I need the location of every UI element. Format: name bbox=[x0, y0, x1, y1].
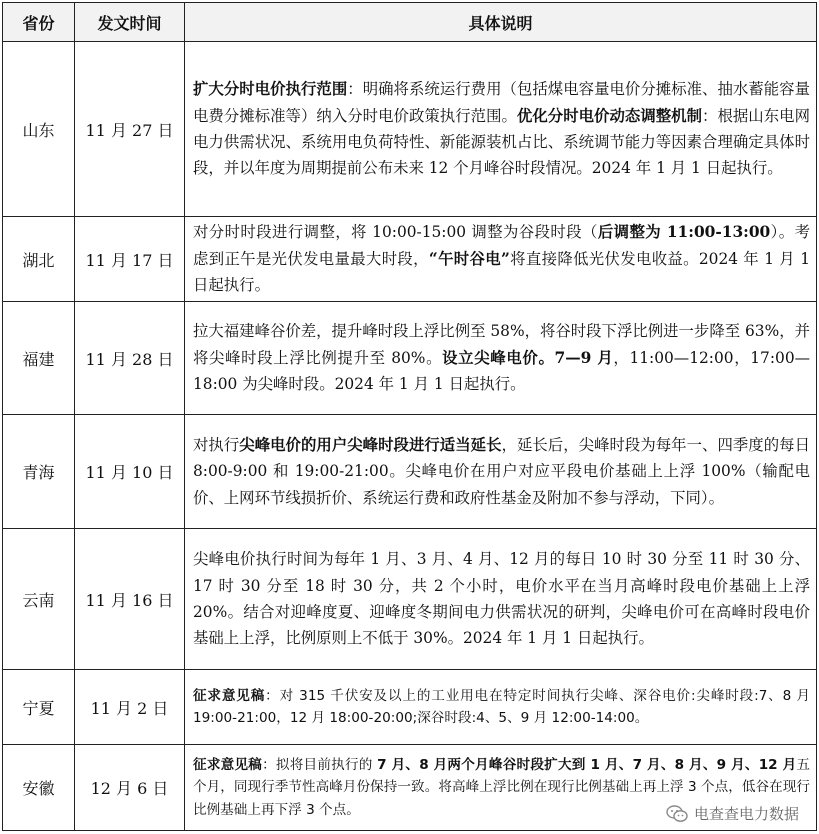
detail-bold-text: 尖峰电价的用户尖峰时段进行适当延长 bbox=[239, 435, 502, 454]
detail-cell bbox=[185, 529, 817, 670]
table-row bbox=[3, 302, 817, 415]
detail-cell bbox=[185, 415, 817, 529]
table-row bbox=[3, 415, 817, 529]
detail-text: ：明确将系统运行费用（包括煤电容量电价分摊标准、抽水蓄能容量电费分摊标准等）纳入分时电价政策执行范围。 bbox=[193, 80, 810, 125]
header-detail: 具体说明 bbox=[185, 3, 817, 42]
detail-bold-text: 优化分时电价动态调整机制 bbox=[516, 106, 703, 125]
province-cell: 宁夏 bbox=[3, 670, 75, 745]
detail-text: ：拟将目前执行的 bbox=[262, 756, 378, 773]
province-cell: 云南 bbox=[3, 529, 75, 670]
date-cell: 11 月 28 日 bbox=[75, 302, 185, 415]
detail-cell bbox=[185, 217, 817, 302]
header-date: 发文时间 bbox=[75, 3, 185, 42]
province-cell: 安徽 bbox=[3, 745, 75, 831]
province-cell: 青海 bbox=[3, 415, 75, 529]
detail-text: ：根据山东电网电力供需状况、系统用电负荷特性、新能源装机占比、系统调节能力等因素合理确定具体时段，并以年度为周期提前公布未来 12 个月峰谷时段情况。2024 年 1 月 1 日起执行。 bbox=[193, 106, 810, 178]
table-row bbox=[3, 529, 817, 670]
watermark-text: 电查查电力数据 bbox=[693, 805, 799, 823]
table-row bbox=[3, 42, 817, 217]
detail-text: 对执行 bbox=[193, 435, 240, 454]
detail-text: ，11:00—12:00，17:00—18:00 为尖峰时段。2024 年 1 月 1 日起执行。 bbox=[193, 348, 811, 394]
detail-cell bbox=[185, 670, 817, 745]
date-cell: 11 月 2 日 bbox=[75, 670, 185, 745]
detail-text: 对分时时段进行调整，将 10:00-15:00 调整为谷段时段（ bbox=[193, 223, 598, 242]
detail-text: 拉大福建峰谷价差，提升峰时段上浮比例至 58%，将谷时段下浮比例进一步降至 63%，并将尖峰时段上浮比例提升至 80%。 bbox=[193, 322, 810, 367]
detail-bold-text: “午时谷电” bbox=[428, 249, 510, 268]
wechat-icon bbox=[666, 805, 688, 823]
date-cell: 11 月 10 日 bbox=[75, 415, 185, 529]
date-cell: 11 月 27 日 bbox=[75, 42, 185, 217]
province-cell: 湖北 bbox=[3, 217, 75, 302]
detail-bold-text: 扩大分时电价执行范围 bbox=[193, 80, 348, 99]
detail-text: 尖峰电价执行时间为每年 1 月、3 月、4 月、12 月的每日 10 时 30 分至 11 时 30 分、17 时 30 分至 18 时 30 分，共 2 个小时，电价水平在当月高峰时段电价基础上上浮 20%。结合对迎峰度夏、迎峰度冬期间电力供需状况的研判，尖峰电价可在高峰时段电价基础上上浮，比例原则上不低于 30%。2024 年 1 月 1 日起执行。 bbox=[193, 550, 810, 648]
detail-bold-text: 设立尖峰电价。7—9 月 bbox=[442, 348, 614, 367]
province-cell: 山东 bbox=[3, 42, 75, 217]
header-row bbox=[3, 3, 817, 42]
watermark bbox=[666, 803, 799, 824]
detail-bold-text: 后调整为 11:00-13:00 bbox=[597, 223, 771, 242]
detail-text: 将直接降低光伏发电收益。2024 年 1 月 1 日起执行。 bbox=[193, 249, 810, 295]
date-cell: 12 月 6 日 bbox=[75, 745, 185, 831]
table-row bbox=[3, 217, 817, 302]
detail-bold-text: 征求意见稿 bbox=[193, 756, 263, 773]
detail-text: 五个月，同现行季节性高峰月份保持一致。将高峰上浮比例在现行比例基础上再上浮 3 个点，低谷在现行比例基础上再下浮 3 个点。 bbox=[193, 756, 810, 818]
detail-bold-text: 征求意见稿 bbox=[193, 687, 266, 704]
policy-table bbox=[2, 2, 817, 831]
detail-cell bbox=[185, 42, 817, 217]
detail-bold-text: 7 月、8 月两个月峰谷时段扩大到 1 月、7 月、8 月、9 月、12 月 bbox=[377, 756, 797, 773]
detail-text: ，延长后，尖峰时段为每年一、四季度的每日 8:00-9:00 和 19:00-21:00。尖峰电价在用户对应平段电价基础上上浮 100%（输配电价、上网环节线损折价、系统运行费和政府性基金及附加不参与浮动，下同）。 bbox=[193, 435, 810, 507]
detail-text: ）。考虑到正午是光伏发电量最大时段， bbox=[193, 223, 810, 268]
date-cell: 11 月 16 日 bbox=[75, 529, 185, 670]
province-cell: 福建 bbox=[3, 302, 75, 415]
detail-cell bbox=[185, 302, 817, 415]
header-province: 省份 bbox=[3, 3, 75, 42]
table-row bbox=[3, 670, 817, 745]
date-cell: 11 月 17 日 bbox=[75, 217, 185, 302]
detail-text: ：对 315 千伏安及以上的工业用电在特定时间执行尖峰、深谷电价:尖峰时段:7、8 月 19:00-21:00，12 月 18:00-20:00;深谷时段:4、5、9 月 12:00-14:00。 bbox=[193, 687, 811, 726]
